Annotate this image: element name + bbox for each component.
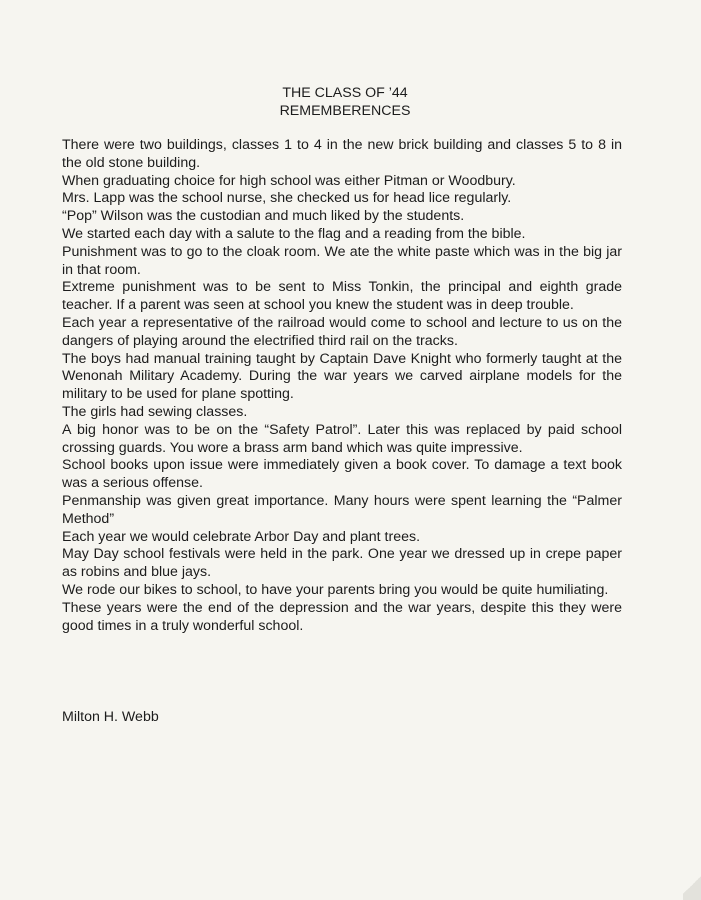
paragraph: Extreme punishment was to be sent to Miss Tonkin, the principal and eighth grade teacher. If a parent was seen at school you knew the student was in deep trouble. bbox=[62, 279, 622, 314]
document-title bbox=[0, 84, 690, 120]
paragraph: There were two buildings, classes 1 to 4 in the new brick building and classes 5 to 8 in the old stone building. bbox=[62, 137, 622, 171]
paragraph: We rode our bikes to school, to have your parents bring you would be quite humiliating. bbox=[62, 581, 609, 598]
paragraph: May Day school festivals were held in the park. One year we dressed up in crepe paper as robins and blue jays. bbox=[62, 546, 622, 581]
paragraph: Mrs. Lapp was the school nurse, she checked us for head lice regularly. bbox=[62, 190, 512, 207]
paragraph: “Pop” Wilson was the custodian and much liked by the students. bbox=[62, 208, 465, 225]
title-line-2: REMEMBERENCES bbox=[279, 103, 411, 119]
paragraph: A big honor was to be on the “Safety Patrol”. Later this was replaced by paid school crossing guards. You wore a brass arm band which was quite impressive. bbox=[62, 421, 622, 456]
page-corner bbox=[683, 870, 701, 900]
paragraph: The boys had manual training taught by Captain Dave Knight who formerly taught at the Wenonah Military Academy. During the war years we carved airplane models for the military to be used for plane spotting. bbox=[62, 350, 622, 403]
paragraph: Penmanship was given great importance. Many hours were spent learning the “Palmer Method” bbox=[62, 492, 622, 527]
paragraph: We started each day with a salute to the flag and a reading from the bible. bbox=[62, 225, 526, 242]
paragraph: Punishment was to go to the cloak room. We ate the white paste which was in the big jar in that room. bbox=[62, 243, 622, 278]
document-body bbox=[62, 137, 622, 635]
paragraph: These years were the end of the depression and the war years, despite this they were good times in a truly wonderful school. bbox=[62, 599, 622, 634]
paragraph: School books upon issue were immediately given a book cover. To damage a text book was a serious offense. bbox=[62, 457, 622, 492]
paragraph: The girls had sewing classes. bbox=[62, 403, 248, 420]
signature: Milton H. Webb bbox=[62, 709, 159, 725]
paragraph: Each year we would celebrate Arbor Day and plant trees. bbox=[62, 528, 421, 545]
paragraph: Each year a representative of the railroad would come to school and lecture to us on the dangers of playing around the electrified third rail on the tracks. bbox=[62, 314, 622, 349]
paragraph: When graduating choice for high school was either Pitman or Woodbury. bbox=[62, 172, 516, 189]
title-line-1: THE CLASS OF ’44 bbox=[282, 85, 408, 101]
